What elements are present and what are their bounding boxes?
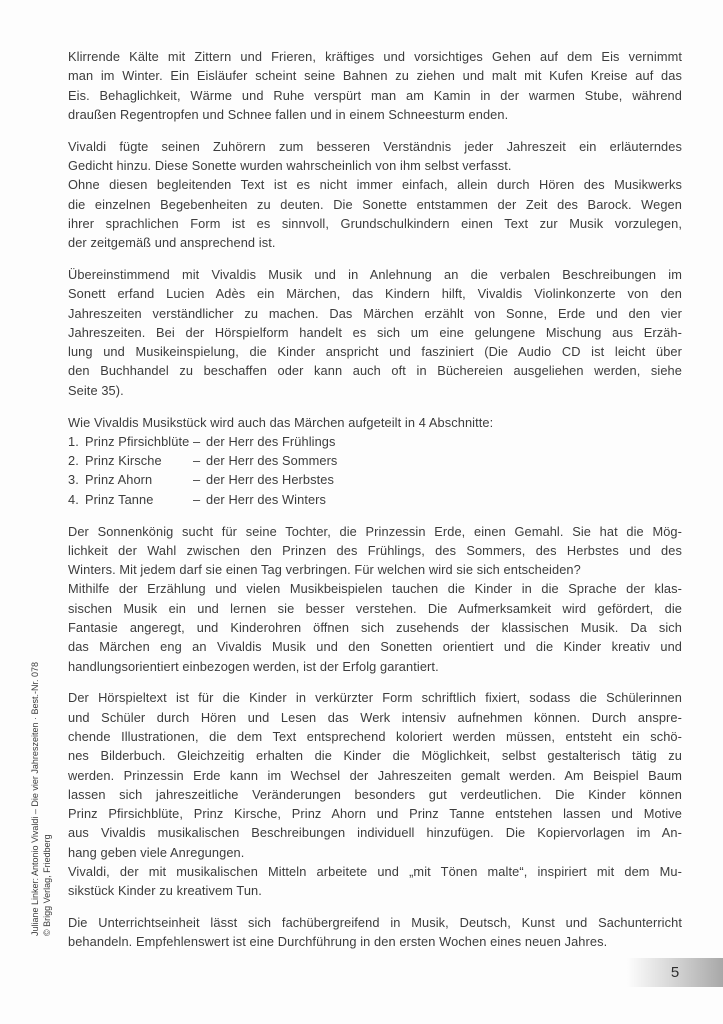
text-line: lassen sich jahreszeitliche Veränderungen besonders gut verdeutlichen. Die Kinder können: [68, 786, 682, 802]
text-line: Der Sonnenkönig sucht für seine Tochter, die Prinzessin Erde, einen Gemahl. Sie hat die Mög-: [68, 523, 682, 539]
text-paragraph: [68, 688, 682, 900]
text-line: Mithilfe der Erzählung und vielen Musikbeispielen tauchen die Kinder in die Sprache der klas-: [68, 581, 682, 597]
list-item: [68, 451, 682, 470]
text-line: handlungsorientiert einbezogen werden, ist der Erfolg garantiert.: [68, 658, 439, 674]
page-number: 5: [670, 964, 680, 981]
text-line: Seite 35).: [68, 382, 124, 398]
sidebar-credit-line2: © Brigg Verlag, Friedberg: [41, 834, 52, 936]
text-paragraph: [68, 265, 682, 400]
text-paragraph: [68, 47, 682, 124]
text-line: Gedicht hinzu. Diese Sonette wurden wahrscheinlich von ihm selbst verfasst.: [68, 157, 512, 173]
list-item-dash: –: [193, 472, 201, 488]
text-line: Ohne diesen begleitenden Text ist es nicht immer einfach, allein durch Hören des Musikwerks: [68, 177, 682, 193]
list-item-number: 1.: [68, 433, 79, 449]
text-line: Jahreszeiten. Bei der Hörspielform handelt es sich um eine gelungene Mischung aus Erzäh-: [68, 324, 682, 340]
list-item-dash: –: [193, 433, 201, 449]
sidebar-credit: [30, 662, 53, 936]
text-line: sischen Musik ein und lernen sie besser verstehen. Die Aufmerksamkeit wird gefördert, die: [68, 600, 682, 616]
text-line: werden. Prinzessin Erde kann im Wechsel der Jahreszeiten gemalt werden. Am Beispiel Baum: [68, 767, 682, 783]
text-paragraph: [68, 913, 682, 952]
text-line: den Buchhandel zu beschaffen oder kann auch oft in Büchereien ausgeliehen werden, siehe: [68, 363, 682, 379]
text-line: hang geben viele Anregungen.: [68, 844, 245, 860]
text-line: Vivaldi fügte seinen Zuhörern zum besseren Verständnis jeder Jahreszeit ein erläuterndes: [68, 138, 682, 154]
text-line: man im Winter. Ein Eisläufer scheint seine Bahnen zu ziehen und malt mit Kufen Kreise auf das: [68, 68, 682, 84]
text-line: das Märchen eng an Vivaldis Musik und den Sonetten orientiert und die Kinder kreativ und: [68, 639, 682, 655]
list-item-name: Prinz Kirsche: [85, 453, 162, 469]
text-line: lichkeit der Wahl zwischen den Prinzen des Frühlings, des Sommers, des Herbstes und des: [68, 542, 682, 558]
text-line: aus Vivaldis musikalischen Beschreibungen individuell hinzufügen. Die Kopiervorlagen im An-: [68, 825, 682, 841]
list-block: [68, 413, 682, 509]
text-line: Eis. Behaglichkeit, Wärme und Ruhe verspürt man am Kamin in der warmen Stube, während: [68, 87, 682, 103]
text-line: lung und Musikeinspielung, die Kinder anspricht und fasziniert (Die Audio CD ist leicht über: [68, 344, 682, 360]
text-line: Wie Vivaldis Musikstück wird auch das Märchen aufgeteilt in 4 Abschnitte:: [68, 414, 494, 430]
list-item-description: der Herr des Sommers: [206, 453, 338, 469]
list-item-number: 3.: [68, 472, 79, 488]
text-line: behandeln. Empfehlenswert ist eine Durchführung in den ersten Wochen eines neuen Jahres.: [68, 934, 608, 950]
text-line: die einzelnen Begebenheiten zu deuten. Die Sonette entstammen der Zeit des Barock. Wegen: [68, 196, 682, 212]
text-line: Übereinstimmend mit Vivaldis Musik und in Anlehnung an die verbalen Beschreibungen im: [68, 266, 682, 282]
text-line: sikstück Kinder zu kreativem Tun.: [68, 883, 262, 899]
text-line: nes Bilderbuch. Gleichzeitig erhalten die Kinder die Möglichkeit, selbst gestalterisch tätig zu: [68, 748, 682, 764]
list-item-description: der Herr des Frühlings: [206, 433, 336, 449]
list-item-dash: –: [193, 453, 201, 469]
text-line: ihrer sprachlichen Form ist es sinnvoll, Grundschulkindern einen Text zur Musik vorzulegen,: [68, 215, 682, 231]
list-item-name: Prinz Pfirsichblüte: [85, 433, 190, 449]
text-line: Vivaldi, der mit musikalischen Mitteln arbeitete und „mit Tönen malte“, inspiriert mit dem Mu-: [68, 864, 682, 880]
body-text: [68, 47, 682, 964]
text-paragraph: [68, 522, 682, 676]
text-line: Prinz Pfirsichblüte, Prinz Kirsche, Prinz Ahorn und Prinz Tanne entstehen lassen und Motive: [68, 806, 682, 822]
text-line: Sonett erfand Lucien Adès ein Märchen, das Kindern hilft, Vivaldis Violinkonzerte von den: [68, 286, 682, 302]
page-number-badge: [627, 958, 723, 987]
text-line: Winters. Mit jedem darf sie einen Tag verbringen. Für welchen wird sie sich entscheiden?: [68, 562, 581, 578]
text-line: der zeitgemäß und ansprechend ist.: [68, 235, 276, 251]
list-item-description: der Herr des Winters: [206, 491, 327, 507]
list-item: [68, 470, 682, 489]
text-line: chende Illustrationen, die dem Text entsprechend koloriert werden müssen, entsteht ein schö-: [68, 729, 682, 744]
list-item-dash: –: [193, 491, 201, 507]
text-line: Jahreszeiten verständlicher zu machen. Das Märchen erzählt von Sonne, Erde und den vier: [68, 305, 682, 321]
list-item-description: der Herr des Herbstes: [206, 472, 334, 488]
text-line: Klirrende Kälte mit Zittern und Frieren, kräftiges und vorsichtiges Gehen auf dem Eis vernimmt: [68, 49, 682, 64]
list-item-number: 4.: [68, 491, 79, 507]
text-line: Die Unterrichtseinheit lässt sich fachübergreifend in Musik, Deutsch, Kunst und Sachunterricht: [68, 915, 682, 931]
text-line: und Schüler durch Hören und Lesen das Werk intensiv aufnehmen können. Durch anspre-: [68, 709, 682, 725]
sidebar-credit-line1: Juliane Linker: Antonio Vivaldi – Die vier Jahreszeiten · Best.-Nr. 078: [30, 662, 40, 936]
text-paragraph: [68, 137, 682, 253]
text-line: draußen Regentropfen und Schnee fallen und in einem Schneesturm enden.: [68, 106, 509, 122]
list-item-name: Prinz Tanne: [85, 491, 154, 507]
list-item-number: 2.: [68, 453, 79, 469]
list-item-name: Prinz Ahorn: [85, 472, 153, 488]
list-item: [68, 490, 682, 509]
text-line: Der Hörspieltext ist für die Kinder in verkürzter Form schriftlich fixiert, sodass die Schülerinnen: [68, 690, 682, 706]
text-line: Fantasie angeregt, und Kinderohren öffnen sich zusehends der klassischen Musik. Da sich: [68, 620, 682, 636]
list-item: [68, 432, 682, 451]
